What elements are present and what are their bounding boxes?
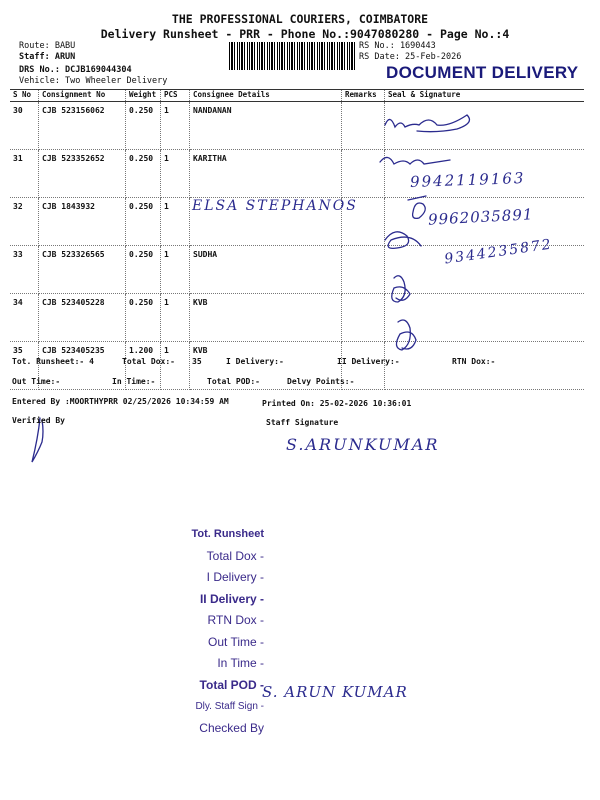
total-dox-value: 35 <box>192 357 202 366</box>
cell-sno: 34 <box>10 294 39 342</box>
signature-32 <box>408 196 426 218</box>
cell-pcs: 1 <box>161 150 190 198</box>
stamp-ii-delivery: II Delivery - <box>199 591 264 606</box>
stamp-checked-by: Checked By <box>199 720 264 735</box>
document-delivery-stamp: DOCUMENT DELIVERY <box>386 63 579 82</box>
total-dox-label: Total Dox:- <box>122 357 175 366</box>
cell-consignee: SUDHA <box>190 246 342 294</box>
printed-on: Printed On: 25-02-2026 10:36:01 <box>262 399 412 408</box>
stamp-total-dox: Total Dox - <box>206 548 264 563</box>
rs-date: RS Date: 25-Feb-2026 <box>359 52 462 62</box>
col-consignment: Consignment No <box>39 90 126 102</box>
cell-consignee: KVB <box>190 294 342 342</box>
cell-consignment: CJB 523405228 <box>39 294 126 342</box>
handwritten-phone-32: 9962035891 <box>427 205 534 229</box>
stamp-total-pod: Total POD - <box>199 677 264 692</box>
stamp-tot-runsheet: Tot. Runsheet <box>191 528 264 540</box>
stamp-out-time: Out Time - <box>207 634 264 649</box>
cell-sno: 31 <box>10 150 39 198</box>
route-label: Route: BABU <box>19 41 76 51</box>
cell-pcs: 1 <box>161 102 190 150</box>
cell-weight: 0.250 <box>126 198 161 246</box>
cell-weight: 0.250 <box>126 246 161 294</box>
rs-number: RS No.: 1690443 <box>359 41 436 51</box>
staff-label: Staff: ARUN <box>19 52 76 62</box>
cell-sno: 30 <box>10 102 39 150</box>
rtn-dox: RTN Dox:- <box>452 357 496 366</box>
in-time: In Time:- <box>112 377 156 386</box>
cell-pcs: 1 <box>161 294 190 342</box>
cell-pcs: 1 <box>161 246 190 294</box>
cell-consignee: KVB <box>190 342 342 390</box>
col-signature: Seal & Signature <box>385 90 585 102</box>
cell-sno: 33 <box>10 246 39 294</box>
cell-sno: 32 <box>10 198 39 246</box>
stamp-block <box>174 524 264 739</box>
cell-consignment: CJB 523352652 <box>39 150 126 198</box>
cell-consignee: KARITHA <box>190 150 342 198</box>
cell-sno: 35 <box>10 342 39 390</box>
entered-by: Entered By :MOORTHYPRR 02/25/2026 10:34:59 AM <box>12 397 229 406</box>
cell-pcs: 1 <box>161 198 190 246</box>
i-delivery: I Delivery:- <box>226 357 284 366</box>
company-title: THE PROFESSIONAL COURIERS, COIMBATORE <box>171 12 429 26</box>
col-consignee: Consignee Details <box>190 90 342 102</box>
total-pod: Total POD:- <box>207 377 260 386</box>
ii-delivery: II Delivery:- <box>337 357 400 366</box>
cell-weight: 1.200 <box>126 342 161 390</box>
col-sno: S No <box>10 90 39 102</box>
verified-by: Verified By <box>12 416 65 425</box>
cell-consignee: NANDANAN <box>190 102 342 150</box>
signature-33 <box>385 232 421 249</box>
vehicle-label: Vehicle: Two Wheeler Delivery <box>19 76 168 86</box>
cell-consignment: CJB 523326565 <box>39 246 126 294</box>
signature-35 <box>396 320 416 350</box>
col-remarks: Remarks <box>342 90 385 102</box>
stamp-in-time: In Time - <box>217 656 264 670</box>
handwritten-consignee: ELSA STEPHANOS <box>192 198 358 214</box>
delvy-points: Delvy Points:- <box>287 377 355 386</box>
stamp-dly-staff-sign: Dly. Staff Sign - <box>195 701 264 712</box>
cell-weight: 0.250 <box>126 102 161 150</box>
staff-signature-label: Staff Signature <box>266 418 339 427</box>
signature-31 <box>380 157 450 164</box>
cell-weight: 0.250 <box>126 294 161 342</box>
cell-consignment: CJB 1843932 <box>39 198 126 246</box>
out-time: Out Time:- <box>12 377 61 386</box>
signature-34 <box>392 276 410 302</box>
staff-signature-handwritten: S.ARUNKUMAR <box>286 435 440 454</box>
runsheet-subtitle: Delivery Runsheet - PRR - Phone No.:9047080280 - Page No.:4 <box>100 27 510 41</box>
cell-consignment: CJB 523156062 <box>39 102 126 150</box>
signature-30 <box>385 115 469 132</box>
col-pcs: PCS <box>161 90 190 102</box>
handwritten-phone-31: 9942119163 <box>409 168 526 192</box>
tot-runsheet: Tot. Runsheet:- 4 <box>12 357 94 366</box>
drs-number: DRS No.: DCJB169044304 <box>19 65 132 75</box>
cell-weight: 0.250 <box>126 150 161 198</box>
stamp-signature-handwritten: S. ARUN KUMAR <box>262 683 408 701</box>
stamp-rtn-dox: RTN Dox - <box>207 613 264 627</box>
col-weight: Weight <box>126 90 161 102</box>
cell-consignment: CJB 523405235 <box>39 342 126 390</box>
stamp-i-delivery: I Delivery - <box>206 570 264 584</box>
cell-pcs: 1 <box>161 342 190 390</box>
handwritten-phone-33: 9344235872 <box>443 236 554 268</box>
